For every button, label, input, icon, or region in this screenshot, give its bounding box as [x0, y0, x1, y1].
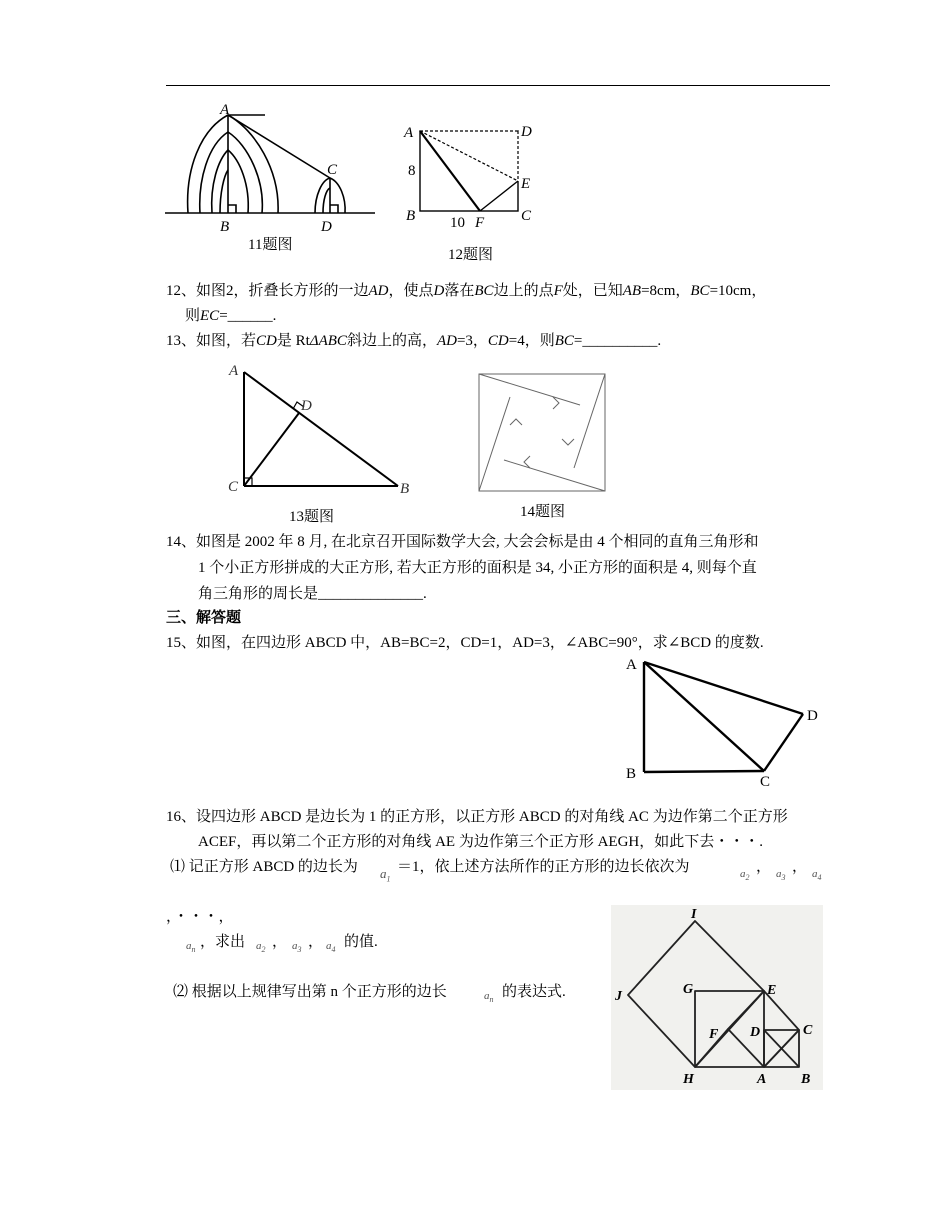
header-rule	[166, 85, 830, 86]
fig12-label-a: A	[404, 125, 414, 141]
q14-line3: 角三角形的周长是______________.	[198, 586, 427, 602]
q14-line2: 1 个小正方形拼成的大正方形, 若大正方形的面积是 34, 小正方形的面积是 4, 则每个直	[198, 560, 757, 576]
var-a4-b: $a_4$	[326, 940, 336, 955]
fig16-label-c: C	[803, 1023, 813, 1038]
figure-16	[611, 905, 823, 1090]
fig16-label-h: H	[683, 1072, 694, 1087]
fig16-label-d: D	[750, 1025, 761, 1040]
fig15-label-c: C	[760, 774, 771, 790]
var-a3-b: $a_3$	[292, 940, 302, 955]
var-a2-b: $a_2$	[256, 940, 266, 955]
var-a3: $a_3$	[776, 868, 786, 883]
fig11-label-b: B	[220, 219, 230, 235]
fig13-caption: 13题图	[289, 509, 335, 525]
figure-14	[478, 373, 606, 493]
fig15-label-a: A	[626, 657, 637, 673]
fig13-label-d: D	[301, 398, 312, 414]
q12-line1: 12、如图2，折叠长方形的一边AD，使点D落在BC边上的点F处，已知AB=8cm，BC=10cm，	[166, 283, 767, 299]
q16-part2-end: 的表达式.	[502, 984, 566, 1000]
comma-2: ，	[792, 859, 808, 875]
comma-4: ，	[308, 934, 324, 950]
var-a2: $a_2$	[740, 868, 750, 883]
figure-13	[222, 360, 422, 500]
fig13-label-a: A	[229, 363, 239, 379]
fig12-label-d: D	[521, 124, 532, 140]
fig16-label-g: G	[683, 982, 694, 997]
fig15-label-b: B	[626, 766, 637, 782]
q16-line1: 16、设四边形 ABCD 是边长为 1 的正方形，以正方形 ABCD 的对角线 AC 为边作第二个正方形	[166, 809, 788, 825]
figure-11	[160, 100, 380, 240]
fig16-label-i: I	[691, 907, 697, 922]
fig11-label-a: A	[220, 102, 230, 118]
section-heading: 三、解答题	[166, 610, 242, 626]
fig16-label-e: E	[767, 983, 777, 998]
var-a1: $a_1$	[380, 866, 391, 884]
comma-3: ，	[272, 934, 288, 950]
fig11-label-c: C	[327, 162, 338, 178]
fig12-label-c: C	[521, 208, 532, 224]
fig16-label-a: A	[757, 1072, 767, 1087]
figure-15	[622, 652, 827, 792]
fig12-label-b: B	[406, 208, 416, 224]
fig16-label-f: F	[709, 1027, 719, 1042]
var-an-b: $a_n$	[484, 990, 494, 1005]
figure-12	[398, 118, 548, 230]
fig14-caption: 14题图	[520, 504, 566, 520]
var-a4: $a_4$	[812, 868, 822, 883]
q16-value-text: 的值.	[344, 934, 378, 950]
q16-part1: ⑴ 记正方形 ABCD 的边长为	[170, 859, 358, 875]
fig12-label-side-ab: 8	[408, 163, 416, 179]
q14-line1: 14、如图是 2002 年 8 月, 在北京召开国际数学大会, 大会会标是由 4 个相同的直角三角形和	[166, 534, 759, 550]
fig15-label-d: D	[807, 708, 818, 724]
ellipsis-line: ，・・・，	[166, 909, 234, 925]
comma-1: ，	[756, 859, 772, 875]
q12-line2: 则EC=______.	[185, 308, 277, 324]
q16-part1-mid: ＝1，依上述方法所作的正方形的边长依次为	[397, 859, 690, 875]
fig13-label-b: B	[400, 481, 410, 497]
var-an: $a_n$	[186, 940, 196, 955]
fig16-label-j: J	[615, 989, 622, 1004]
fig12-caption: 12题图	[448, 247, 494, 263]
q16-part2: ⑵ 根据以上规律写出第 n 个正方形的边长	[173, 984, 447, 1000]
fig12-label-side-bf: 10	[450, 215, 465, 230]
fig11-label-d: D	[321, 219, 332, 235]
fig13-label-c: C	[228, 479, 239, 495]
q16-ask: ，求出	[200, 934, 246, 950]
q16-line2: ACEF，再以第二个正方形的对角线 AE 为边作第三个正方形 AEGH，如此下去・・・.	[198, 834, 764, 850]
fig16-label-b: B	[801, 1072, 811, 1087]
fig11-caption: 11题图	[248, 237, 293, 253]
fig12-label-e: E	[521, 176, 531, 192]
q13-text: 13、如图，若CD是 RtΔABC斜边上的高，AD=3，CD=4，则BC=__________.	[166, 333, 662, 349]
q15-text: 15、如图，在四边形 ABCD 中，AB=BC=2，CD=1，AD=3，∠ABC=90°，求∠BCD 的度数.	[166, 635, 764, 651]
fig12-label-f: F	[475, 215, 485, 230]
